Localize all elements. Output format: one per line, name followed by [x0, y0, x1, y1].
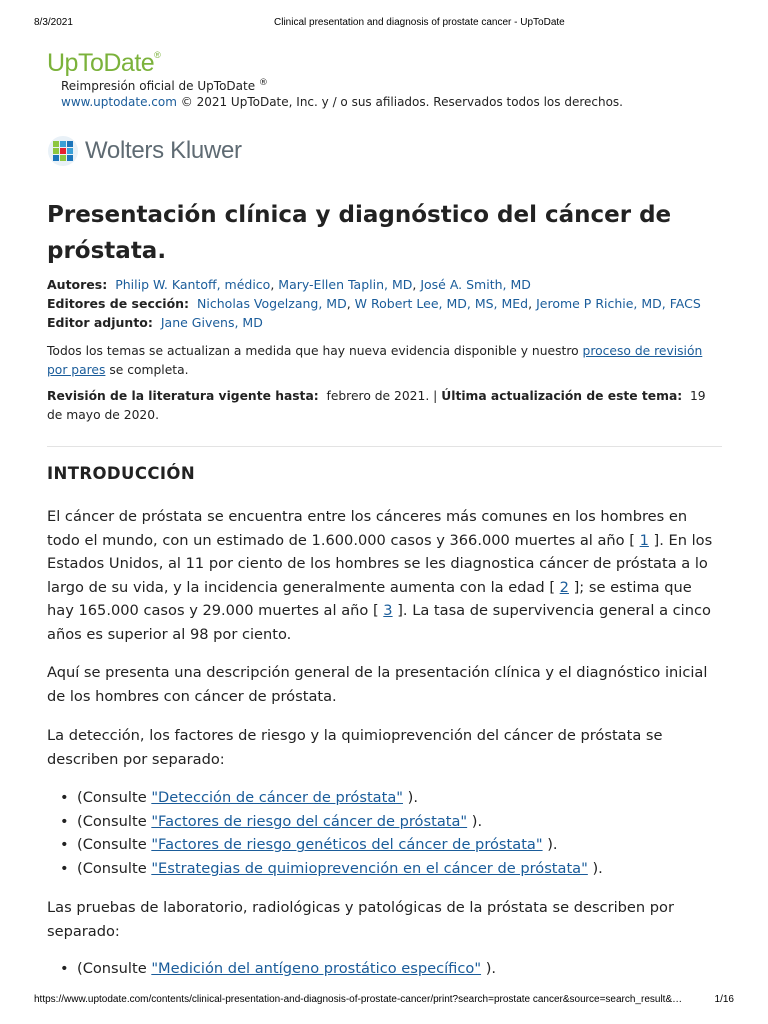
author-link[interactable]: Philip W. Kantoff, médico — [115, 277, 271, 292]
section-editors-line: Editores de sección: Nicholas Vogelzang, MD, W Robert Lee, MD, MS, MEd, Jerome P Richie, MD, FACS — [47, 296, 701, 311]
review-dates — [47, 387, 722, 425]
consult-suffix: ). — [592, 859, 603, 877]
consult-prefix: (Consulte — [77, 812, 147, 830]
last-update-label: Última actualización de este tema: — [441, 389, 683, 403]
see-also-list-1 — [60, 786, 710, 880]
copyright-line — [61, 95, 623, 109]
deputy-editor-line — [47, 315, 263, 330]
intro-text: ]. La tasa de supervivencia general a cinco años es superior al 98 por ciento. — [47, 602, 711, 643]
topic-link[interactable]: "Factores de riesgo del cáncer de próstata" — [151, 812, 468, 830]
update-note-text: Todos los temas se actualizan a medida que hay nueva evidencia disponible y nuestro — [47, 344, 579, 358]
reference-link[interactable]: 2 — [559, 578, 569, 596]
authors-label: Autores: — [47, 277, 108, 292]
article-title: Presentación clínica y diagnóstico del cáncer de próstata. — [47, 202, 672, 264]
review-label: Revisión de la literatura vigente hasta: — [47, 389, 319, 403]
section-editor-link[interactable]: Nicholas Vogelzang, MD — [197, 296, 347, 311]
wolters-kluwer-mark-icon — [47, 135, 79, 167]
intro-text: El cáncer de próstata se encuentra entre los cánceres más comunes en los hombres en todo el mundo, con un estimado de 1.600.000 casos y 366.000 muertes al año [ — [47, 508, 688, 549]
reference-link[interactable]: 3 — [383, 602, 393, 620]
peer-review-link[interactable]: proceso de revisión por pares — [47, 344, 703, 377]
uptodate-logo — [47, 49, 160, 78]
deputy-editor-label: Editor adjunto: — [47, 315, 153, 330]
last-update-date: 19 de mayo de 2020. — [47, 389, 706, 422]
print-footer-url: https://www.uptodate.com/contents/clinical-presentation-and-diagnosis-of-prostate-cancer/print?search=prostate cancer&source=search_result&… — [34, 994, 683, 1005]
section-editors-label: Editores de sección: — [47, 296, 190, 311]
intro-text: ]. En los Estados Unidos, al 11 por ciento de los hombres se les diagnostica cáncer de próstata a lo largo de su vida, y la incidencia generalmente aumenta con la edad [ — [47, 531, 713, 596]
print-footer-page: 1/16 — [714, 994, 734, 1005]
uptodate-website-link[interactable]: www.uptodate.com — [61, 95, 177, 109]
section-editor-link[interactable]: W Robert Lee, MD, MS, MEd — [354, 296, 529, 311]
review-separator: | — [433, 389, 438, 403]
intro-paragraph-4: Las pruebas de laboratorio, radiológicas y patológicas de la próstata se describen por separado: — [47, 899, 674, 940]
authors-line: Autores: Philip W. Kantoff, médico, Mary-Ellen Taplin, MD, José A. Smith, MD — [47, 277, 531, 292]
intro-heading: INTRODUCCIÓN — [47, 464, 196, 483]
list-item — [60, 857, 710, 881]
wolters-kluwer-logo — [47, 135, 242, 167]
reference-link[interactable]: 1 — [639, 531, 649, 549]
consult-prefix: (Consulte — [77, 836, 147, 854]
see-also-list-2 — [60, 957, 710, 981]
list-item — [60, 957, 710, 981]
intro-paragraph-1 — [47, 505, 723, 647]
consult-suffix: ). — [547, 836, 558, 854]
section-divider — [47, 446, 722, 447]
consult-suffix: ). — [407, 789, 418, 806]
topic-link[interactable]: "Factores de riesgo genéticos del cáncer de próstata" — [151, 836, 543, 854]
consult-prefix: (Consulte — [77, 859, 147, 877]
author-link[interactable]: Mary-Ellen Taplin, MD — [278, 277, 413, 292]
uptodate-reg-mark: ® — [154, 49, 161, 60]
author-link[interactable]: José A. Smith, MD — [420, 277, 531, 292]
consult-suffix: ). — [485, 960, 497, 977]
topic-link[interactable]: "Estrategias de quimioprevención en el cáncer de próstata" — [151, 859, 588, 877]
intro-paragraph-3: La detección, los factores de riesgo y la quimioprevención del cáncer de próstata se describen por separado: — [47, 727, 663, 768]
print-header-date: 8/3/2021 — [34, 17, 73, 28]
deputy-editor-link[interactable]: Jane Givens, MD — [160, 315, 263, 330]
review-date: febrero de 2021. — [326, 389, 430, 403]
consult-suffix: ). — [471, 812, 483, 830]
reprint-text: Reimpresión oficial de UpToDate — [61, 79, 256, 93]
consult-prefix: (Consulte — [77, 960, 147, 977]
reprint-reg-mark: ® — [258, 78, 268, 88]
section-editor-link[interactable]: Jerome P Richie, MD, FACS — [536, 296, 701, 311]
list-item — [60, 810, 710, 834]
intro-paragraph-2: Aquí se presenta una descripción general de la presentación clínica y el diagnóstico inicial de los hombres con cáncer de próstata. — [47, 664, 708, 705]
wolters-kluwer-wordmark: Wolters Kluwer — [85, 137, 242, 164]
topic-link[interactable]: "Medición del antígeno prostático específico" — [151, 960, 482, 977]
consult-prefix: (Consulte — [77, 789, 147, 806]
print-header-title: Clinical presentation and diagnosis of prostate cancer - UpToDate — [274, 17, 565, 28]
update-note-end: se completa. — [109, 362, 189, 377]
intro-text: ]; se estima que hay 165.000 casos y 29.000 muertes al año [ — [47, 578, 692, 620]
copyright-text: © 2021 UpToDate, Inc. y / o sus afiliados. Reservados todos los derechos. — [180, 95, 623, 109]
update-policy-note — [47, 342, 717, 379]
uptodate-logo-text: UpToDate — [47, 49, 155, 77]
topic-link[interactable]: "Detección de cáncer de próstata" — [151, 789, 403, 806]
list-item — [60, 786, 710, 810]
reprint-notice — [61, 78, 268, 93]
list-item — [60, 833, 710, 857]
